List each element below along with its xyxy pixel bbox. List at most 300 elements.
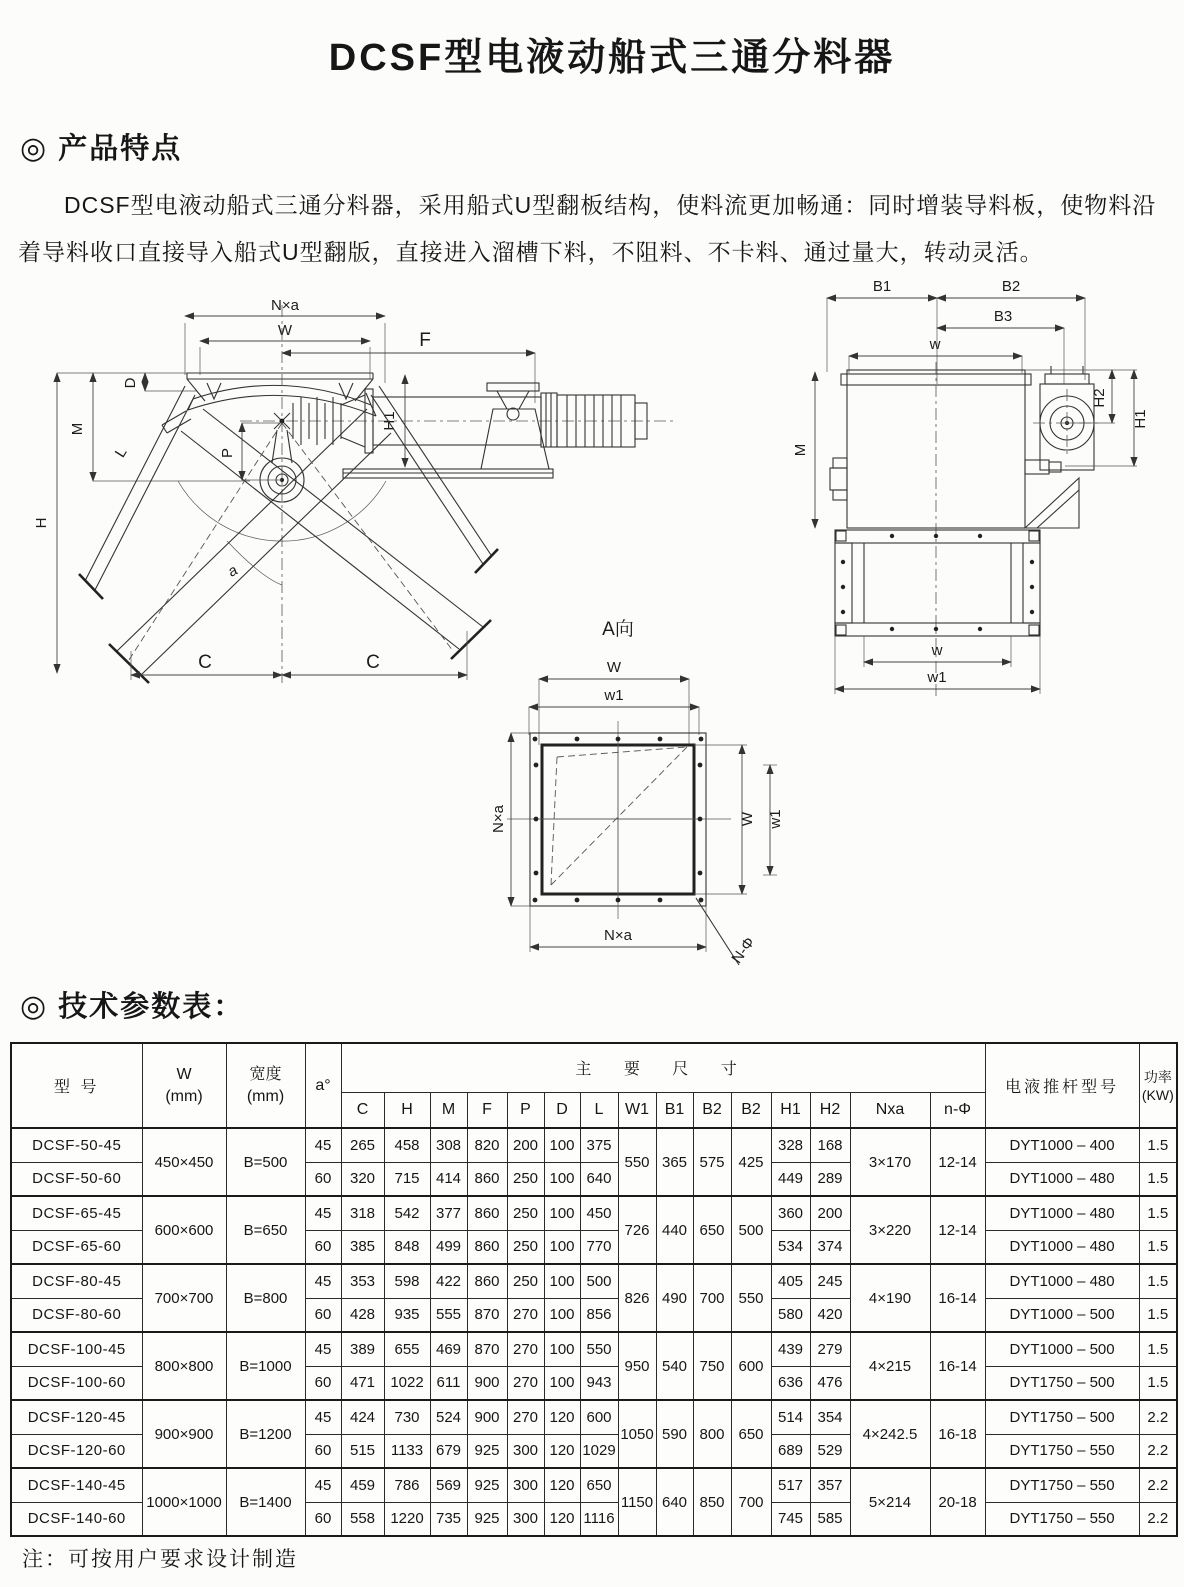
cell-d: 100	[544, 1264, 580, 1298]
dim-label-h2: H2	[1091, 388, 1108, 408]
cell-h1: 439	[771, 1332, 810, 1366]
cell-h: 458	[384, 1128, 430, 1162]
cell-model: DCSF-120-60	[11, 1434, 142, 1468]
cell-h1: 405	[771, 1264, 810, 1298]
cell-m: 555	[430, 1298, 467, 1332]
cell-a: 45	[305, 1128, 341, 1162]
header-sub-nxa: Nxa	[850, 1092, 930, 1128]
cell-p: 250	[507, 1264, 544, 1298]
cell-model: DCSF-50-60	[11, 1162, 142, 1196]
cell-nxa: 3×170	[850, 1128, 930, 1196]
cell-power: 2.2	[1139, 1400, 1177, 1434]
cell-nphi: 20-18	[930, 1468, 985, 1536]
header-angle: a°	[305, 1043, 341, 1128]
cell-h2: 168	[810, 1128, 850, 1162]
motor	[541, 393, 647, 447]
table-group	[11, 1128, 1177, 1196]
cell-h: 1220	[384, 1502, 430, 1536]
cell-h: 848	[384, 1230, 430, 1264]
cell-d: 100	[544, 1298, 580, 1332]
cell-h: 730	[384, 1400, 430, 1434]
header-sub-b3: B2	[731, 1092, 771, 1128]
cell-p: 270	[507, 1400, 544, 1434]
cell-b2: 575	[693, 1128, 731, 1196]
support-stand	[343, 409, 553, 478]
cell-pusher: DYT1000 – 400	[985, 1128, 1139, 1162]
cell-h1: 360	[771, 1196, 810, 1230]
cell-f: 900	[467, 1400, 507, 1434]
cell-m: 524	[430, 1400, 467, 1434]
cell-l: 1116	[580, 1502, 618, 1536]
cell-power: 1.5	[1139, 1230, 1177, 1264]
dim-label-m-end: M	[792, 443, 809, 457]
cell-b3: 650	[731, 1400, 771, 1468]
cell-c: 265	[341, 1128, 384, 1162]
cell-m: 499	[430, 1230, 467, 1264]
dim-label-aw1-right: w1	[767, 809, 784, 829]
dim-label-b2: B2	[1001, 278, 1021, 295]
cell-m: 377	[430, 1196, 467, 1230]
cell-pusher: DYT1750 – 550	[985, 1434, 1139, 1468]
side-top-dimensions	[185, 297, 535, 403]
cell-w: 1000×1000	[142, 1468, 226, 1536]
cell-c: 353	[341, 1264, 384, 1298]
cell-model: DCSF-140-45	[11, 1468, 142, 1502]
cell-model: DCSF-80-45	[11, 1264, 142, 1298]
cell-c: 428	[341, 1298, 384, 1332]
cell-nphi: 12-14	[930, 1128, 985, 1196]
cell-b2: 850	[693, 1468, 731, 1536]
cell-b1: 490	[656, 1264, 693, 1332]
cell-b1: 590	[656, 1400, 693, 1468]
dim-label-h1: H1	[381, 411, 398, 431]
table-group	[11, 1196, 1177, 1264]
cell-p: 300	[507, 1468, 544, 1502]
cell-b1: 440	[656, 1196, 693, 1264]
cell-f: 860	[467, 1264, 507, 1298]
cell-model: DCSF-100-60	[11, 1366, 142, 1400]
side-bottom-dimensions	[131, 631, 467, 680]
cell-l: 856	[580, 1298, 618, 1332]
cell-p: 270	[507, 1366, 544, 1400]
cell-h: 598	[384, 1264, 430, 1298]
cell-p: 300	[507, 1434, 544, 1468]
header-w	[142, 1043, 226, 1128]
cell-d: 120	[544, 1400, 580, 1434]
cell-h2: 200	[810, 1196, 850, 1230]
cell-h2: 245	[810, 1264, 850, 1298]
intro-paragraph: DCSF型电液动船式三通分料器，采用船式U型翻板结构，使料流更加畅通：同时增装导料板，使物料沿着导料收口直接导入船式U型翻版，直接进入溜槽下料，不阻料、不卡料、通过量大，转动灵活。	[18, 192, 1157, 265]
boat-flap	[162, 385, 386, 541]
cell-d: 100	[544, 1366, 580, 1400]
cell-a: 45	[305, 1400, 341, 1434]
cell-b3: 550	[731, 1264, 771, 1332]
cell-a: 45	[305, 1468, 341, 1502]
cell-p: 270	[507, 1332, 544, 1366]
cell-h1: 636	[771, 1366, 810, 1400]
cell-c: 424	[341, 1400, 384, 1434]
cell-b2: 700	[693, 1264, 731, 1332]
cell-h: 542	[384, 1196, 430, 1230]
cell-w1: 1050	[618, 1400, 656, 1468]
cell-b2: 750	[693, 1332, 731, 1400]
cell-h2: 476	[810, 1366, 850, 1400]
cell-h: 786	[384, 1468, 430, 1502]
aview-flange	[507, 721, 731, 919]
cell-model: DCSF-100-45	[11, 1332, 142, 1366]
cell-l: 550	[580, 1332, 618, 1366]
cell-f: 860	[467, 1230, 507, 1264]
header-sub-h2: H2	[810, 1092, 850, 1128]
header-pusher: 电液推杆型号	[985, 1043, 1139, 1128]
cell-w: 600×600	[142, 1196, 226, 1264]
header-sub-f: F	[467, 1092, 507, 1128]
header-sub-b2: B2	[693, 1092, 731, 1128]
end-lower-duct	[835, 530, 1040, 636]
parameters-table	[10, 1042, 1178, 1537]
cell-p: 250	[507, 1230, 544, 1264]
dim-label-b1: B1	[872, 278, 892, 295]
cell-w1: 1150	[618, 1468, 656, 1536]
cell-f: 925	[467, 1468, 507, 1502]
cell-pusher: DYT1000 – 500	[985, 1298, 1139, 1332]
section-heading-text: 技术参数表：	[58, 991, 245, 1023]
cell-nxa: 4×190	[850, 1264, 930, 1332]
dim-label-nxa: N×a	[271, 297, 299, 314]
cell-p: 200	[507, 1128, 544, 1162]
cell-power: 1.5	[1139, 1264, 1177, 1298]
cell-b3: 700	[731, 1468, 771, 1536]
cell-h2: 357	[810, 1468, 850, 1502]
cell-power: 2.2	[1139, 1468, 1177, 1502]
aview-top-dimensions	[529, 659, 699, 745]
dim-label-aw1-top: w1	[604, 687, 624, 704]
dim-label-c-left: C	[198, 652, 212, 673]
cell-l: 375	[580, 1128, 618, 1162]
cell-h1: 514	[771, 1400, 810, 1434]
cell-c: 515	[341, 1434, 384, 1468]
cell-width: B=1000	[226, 1332, 305, 1400]
cell-model: DCSF-80-60	[11, 1298, 142, 1332]
cell-f: 860	[467, 1162, 507, 1196]
cell-pusher: DYT1000 – 500	[985, 1332, 1139, 1366]
cell-h: 935	[384, 1298, 430, 1332]
cell-w: 700×700	[142, 1264, 226, 1332]
header-model: 型 号	[11, 1043, 142, 1128]
table-group	[11, 1400, 1177, 1468]
cell-b3: 425	[731, 1128, 771, 1196]
cell-power: 1.5	[1139, 1298, 1177, 1332]
dim-label-l: L	[111, 444, 131, 461]
a-view-drawing	[485, 595, 809, 1005]
cell-h2: 374	[810, 1230, 850, 1264]
cell-nphi: 16-14	[930, 1264, 985, 1332]
cell-p: 250	[507, 1162, 544, 1196]
header-width	[226, 1043, 305, 1128]
cell-l: 943	[580, 1366, 618, 1400]
header-sub-b1: B1	[656, 1092, 693, 1128]
cell-power: 1.5	[1139, 1128, 1177, 1162]
header-power	[1139, 1043, 1177, 1128]
header-sub-h: H	[384, 1092, 430, 1128]
cell-h1: 328	[771, 1128, 810, 1162]
section-bullet-icon: ◎	[20, 132, 49, 165]
header-w-unit: (mm)	[165, 1087, 203, 1105]
dim-label-f: F	[419, 330, 431, 351]
cell-a: 60	[305, 1298, 341, 1332]
cell-l: 770	[580, 1230, 618, 1264]
dim-label-angle: a	[224, 561, 241, 581]
a-view-title: A向	[602, 619, 634, 640]
cell-w1: 826	[618, 1264, 656, 1332]
cell-h: 1022	[384, 1366, 430, 1400]
dim-label-w1: w1	[927, 669, 947, 686]
dim-label-w-bottom: w	[931, 642, 943, 659]
dim-label-aw-top: W	[606, 659, 622, 676]
cell-f: 900	[467, 1366, 507, 1400]
cell-c: 389	[341, 1332, 384, 1366]
cell-m: 422	[430, 1264, 467, 1298]
cell-h: 715	[384, 1162, 430, 1196]
cell-f: 925	[467, 1434, 507, 1468]
cell-h2: 420	[810, 1298, 850, 1332]
cell-c: 459	[341, 1468, 384, 1502]
cell-w: 450×450	[142, 1128, 226, 1196]
cell-c: 558	[341, 1502, 384, 1536]
cell-pusher: DYT1750 – 550	[985, 1468, 1139, 1502]
cell-p: 270	[507, 1298, 544, 1332]
cell-d: 100	[544, 1230, 580, 1264]
cell-width: B=1200	[226, 1400, 305, 1468]
cell-nxa: 3×220	[850, 1196, 930, 1264]
cell-nphi: 12-14	[930, 1196, 985, 1264]
cell-b2: 800	[693, 1400, 731, 1468]
dim-label-aw-right: W	[739, 811, 756, 827]
cell-w1: 950	[618, 1332, 656, 1400]
cell-model: DCSF-65-60	[11, 1230, 142, 1264]
cell-b3: 600	[731, 1332, 771, 1400]
cell-pusher: DYT1750 – 550	[985, 1502, 1139, 1536]
cell-a: 45	[305, 1196, 341, 1230]
header-sub-l: L	[580, 1092, 618, 1128]
cell-nphi: 16-18	[930, 1400, 985, 1468]
dim-label-anxa-bottom: N×a	[604, 927, 632, 944]
cell-h2: 529	[810, 1434, 850, 1468]
header-power-label: 功率	[1143, 1068, 1172, 1085]
page-title: DCSF型电液动船式三通分料器	[328, 37, 896, 79]
cell-c: 320	[341, 1162, 384, 1196]
cell-l: 1029	[580, 1434, 618, 1468]
dim-label-p: P	[219, 447, 236, 459]
dim-label-anxa-left: N×a	[490, 805, 507, 833]
table-row	[11, 1400, 1177, 1434]
cell-h1: 689	[771, 1434, 810, 1468]
header-sub-d: D	[544, 1092, 580, 1128]
dim-label-c-right: C	[366, 652, 380, 673]
cell-b1: 540	[656, 1332, 693, 1400]
header-sub-c: C	[341, 1092, 384, 1128]
cell-a: 60	[305, 1434, 341, 1468]
cell-power: 1.5	[1139, 1196, 1177, 1230]
dim-label-w: W	[277, 322, 293, 339]
section-heading-text: 产品特点	[58, 133, 183, 165]
header-power-unit: (KW)	[1141, 1086, 1174, 1103]
cell-nphi: 16-14	[930, 1332, 985, 1400]
dim-label-nphi: N-Φ	[728, 934, 759, 967]
cell-h1: 449	[771, 1162, 810, 1196]
cell-l: 450	[580, 1196, 618, 1230]
cell-pusher: DYT1750 – 500	[985, 1366, 1139, 1400]
inlet-funnel	[187, 373, 373, 401]
cell-b3: 500	[731, 1196, 771, 1264]
table-group	[11, 1468, 1177, 1536]
cell-a: 60	[305, 1230, 341, 1264]
cell-m: 611	[430, 1366, 467, 1400]
cell-power: 1.5	[1139, 1332, 1177, 1366]
cell-d: 120	[544, 1502, 580, 1536]
cell-b1: 365	[656, 1128, 693, 1196]
section-bullet-icon: ◎	[20, 990, 49, 1023]
cell-pusher: DYT1000 – 480	[985, 1196, 1139, 1230]
header-sub-m: M	[430, 1092, 467, 1128]
cell-h: 1133	[384, 1434, 430, 1468]
cell-f: 870	[467, 1298, 507, 1332]
dim-label-m: M	[69, 422, 86, 436]
dim-label-h: H	[33, 517, 50, 529]
cell-b1: 640	[656, 1468, 693, 1536]
cell-a: 45	[305, 1264, 341, 1298]
cell-c: 318	[341, 1196, 384, 1230]
cell-h2: 289	[810, 1162, 850, 1196]
cell-w1: 550	[618, 1128, 656, 1196]
cell-m: 469	[430, 1332, 467, 1366]
dim-label-w-top: w	[929, 336, 941, 353]
cell-power: 2.2	[1139, 1434, 1177, 1468]
cell-m: 569	[430, 1468, 467, 1502]
cell-f: 860	[467, 1196, 507, 1230]
cell-w: 900×900	[142, 1400, 226, 1468]
end-view-drawing	[792, 272, 1184, 702]
table-row	[11, 1332, 1177, 1366]
side-left-dimensions	[33, 373, 285, 673]
cell-d: 120	[544, 1468, 580, 1502]
cell-a: 60	[305, 1366, 341, 1400]
cell-nxa: 5×214	[850, 1468, 930, 1536]
dim-label-h1-end: H1	[1132, 409, 1149, 429]
table-row	[11, 1264, 1177, 1298]
cell-l: 640	[580, 1162, 618, 1196]
cell-a: 60	[305, 1162, 341, 1196]
table-group	[11, 1332, 1177, 1400]
cell-h1: 580	[771, 1298, 810, 1332]
header-sub-w1: W1	[618, 1092, 656, 1128]
cell-power: 1.5	[1139, 1366, 1177, 1400]
cell-h: 655	[384, 1332, 430, 1366]
header-main-dims: 主 要 尺 寸	[341, 1043, 985, 1092]
header-w-symbol: W	[176, 1065, 192, 1083]
cell-a: 60	[305, 1502, 341, 1536]
table-row	[11, 1196, 1177, 1230]
cell-c: 471	[341, 1366, 384, 1400]
end-bottom-dimensions	[835, 636, 1040, 694]
dim-label-b3: B3	[993, 308, 1013, 325]
header-sub-h1: H1	[771, 1092, 810, 1128]
cell-c: 385	[341, 1230, 384, 1264]
cell-h1: 517	[771, 1468, 810, 1502]
cell-l: 600	[580, 1400, 618, 1434]
table-group	[11, 1264, 1177, 1332]
cell-a: 45	[305, 1332, 341, 1366]
aview-side-dimensions	[490, 733, 784, 967]
cell-d: 100	[544, 1128, 580, 1162]
cell-width: B=500	[226, 1128, 305, 1196]
cell-pusher: DYT1000 – 480	[985, 1264, 1139, 1298]
cell-power: 2.2	[1139, 1502, 1177, 1536]
cell-p: 250	[507, 1196, 544, 1230]
cell-b2: 650	[693, 1196, 731, 1264]
cell-pusher: DYT1000 – 480	[985, 1162, 1139, 1196]
cell-m: 414	[430, 1162, 467, 1196]
cell-d: 100	[544, 1162, 580, 1196]
cell-model: DCSF-120-45	[11, 1400, 142, 1434]
cell-w: 800×800	[142, 1332, 226, 1400]
section-heading-features	[20, 126, 182, 167]
cell-f: 870	[467, 1332, 507, 1366]
cell-width: B=650	[226, 1196, 305, 1264]
cell-model: DCSF-65-45	[11, 1196, 142, 1230]
cell-m: 679	[430, 1434, 467, 1468]
cell-model: DCSF-50-45	[11, 1128, 142, 1162]
header-width-unit: (mm)	[246, 1087, 285, 1105]
dim-label-d: D	[122, 377, 139, 389]
cell-m: 735	[430, 1502, 467, 1536]
end-right-dimensions	[792, 370, 1149, 528]
header-sub-nphi: n-Φ	[930, 1092, 985, 1128]
cell-d: 100	[544, 1332, 580, 1366]
cell-d: 120	[544, 1434, 580, 1468]
cell-l: 500	[580, 1264, 618, 1298]
cell-h2: 585	[810, 1502, 850, 1536]
cell-pusher: DYT1000 – 480	[985, 1230, 1139, 1264]
end-actuator	[1033, 366, 1101, 470]
cell-width: B=800	[226, 1264, 305, 1332]
section-heading-parameters	[20, 984, 244, 1025]
cell-h1: 534	[771, 1230, 810, 1264]
cell-pusher: DYT1750 – 500	[985, 1400, 1139, 1434]
header-sub-p: P	[507, 1092, 544, 1128]
cell-h2: 354	[810, 1400, 850, 1434]
cell-f: 925	[467, 1502, 507, 1536]
cell-h1: 745	[771, 1502, 810, 1536]
cell-d: 100	[544, 1196, 580, 1230]
cell-nxa: 4×215	[850, 1332, 930, 1400]
cell-h2: 279	[810, 1332, 850, 1366]
cell-width: B=1400	[226, 1468, 305, 1536]
cell-model: DCSF-140-60	[11, 1502, 142, 1536]
cell-power: 1.5	[1139, 1162, 1177, 1196]
table-row	[11, 1128, 1177, 1162]
cell-l: 650	[580, 1468, 618, 1502]
header-width-label: 宽度	[249, 1065, 282, 1083]
discharge-chutes	[79, 386, 498, 683]
cell-m: 308	[430, 1128, 467, 1162]
cell-f: 820	[467, 1128, 507, 1162]
table-row	[11, 1468, 1177, 1502]
end-top-dimensions	[827, 278, 1085, 384]
footnote: 注：可按用户要求设计制造	[22, 1548, 298, 1571]
cell-nxa: 4×242.5	[850, 1400, 930, 1468]
cell-w1: 726	[618, 1196, 656, 1264]
